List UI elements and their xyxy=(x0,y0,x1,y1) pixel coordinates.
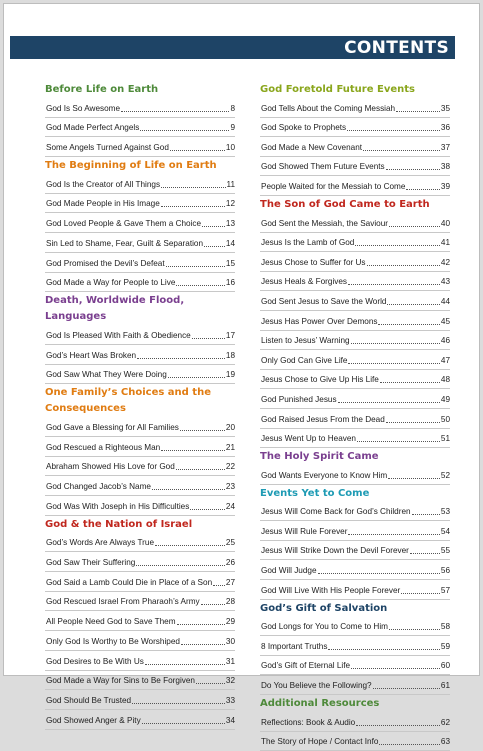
dot-leader xyxy=(168,377,225,378)
dot-leader xyxy=(190,509,225,510)
entry-title: God Will Live With His People Forever xyxy=(261,585,401,595)
entry-title: God Wants Everyone to Know Him xyxy=(261,470,388,480)
entry-page-number: 18 xyxy=(225,350,235,360)
entry-page-number: 55 xyxy=(440,546,450,556)
toc-entry[interactable] xyxy=(45,213,235,233)
entry-title: God’s Heart Was Broken xyxy=(46,350,137,360)
entry-title: 8 Important Truths xyxy=(261,641,328,651)
dot-leader xyxy=(406,189,439,190)
entry-page-number: 61 xyxy=(440,681,450,691)
entry-title: God Said a Lamb Could Die in Place of a Son xyxy=(46,577,213,587)
entry-page-number: 47 xyxy=(440,355,450,365)
toc-entry[interactable] xyxy=(45,476,235,496)
entry-page-number: 25 xyxy=(225,538,235,548)
entry-page-number: 63 xyxy=(440,737,450,747)
entry-title: God Tells About the Coming Messiah xyxy=(261,103,396,113)
toc-entry[interactable] xyxy=(260,580,450,600)
entry-title: God Should Be Trusted xyxy=(46,695,132,705)
section-heading: The Holy Spirit Came xyxy=(260,451,379,463)
entry-page-number: 29 xyxy=(225,617,235,627)
entry-title: Jesus Has Power Over Demons xyxy=(261,316,378,326)
toc-entry[interactable] xyxy=(260,137,450,157)
toc-entry[interactable] xyxy=(260,311,450,331)
entry-title: God’s Words Are Always True xyxy=(46,538,154,548)
toc-entry[interactable] xyxy=(260,176,450,196)
entry-page-number: 59 xyxy=(440,641,450,651)
entry-page-number: 9 xyxy=(230,123,235,133)
dot-leader xyxy=(410,553,440,554)
entry-title: The Story of Hope / Contact Info xyxy=(261,737,379,747)
entry-page-number: 42 xyxy=(440,257,450,267)
entry-title: God Will Judge xyxy=(261,566,317,576)
dot-leader xyxy=(213,585,225,586)
toc-entry[interactable] xyxy=(45,457,235,477)
toc-entry[interactable] xyxy=(45,572,235,592)
dot-leader xyxy=(348,534,439,535)
toc-entry[interactable] xyxy=(260,233,450,253)
dot-leader xyxy=(142,723,225,724)
toc-entry[interactable] xyxy=(45,273,235,293)
entry-page-number: 38 xyxy=(440,162,450,172)
dot-leader xyxy=(357,441,440,442)
entry-title: God Made a Way for Sins to Be Forgiven xyxy=(46,676,195,686)
toc-entry[interactable] xyxy=(260,272,450,292)
entry-page-number: 28 xyxy=(225,597,235,607)
entry-page-number: 43 xyxy=(440,277,450,287)
toc-entry[interactable] xyxy=(45,137,235,157)
entry-title: God Saw What They Were Doing xyxy=(46,370,167,380)
dot-leader xyxy=(181,644,225,645)
dot-leader xyxy=(121,111,229,112)
entry-page-number: 40 xyxy=(440,218,450,228)
toc-entry[interactable] xyxy=(45,194,235,214)
entry-page-number: 31 xyxy=(225,656,235,666)
toc-entry[interactable] xyxy=(45,417,235,437)
entry-title: Jesus Chose to Suffer for Us xyxy=(261,257,366,267)
dot-leader xyxy=(388,478,440,479)
dot-leader xyxy=(379,744,439,745)
toc-entry[interactable] xyxy=(260,656,450,676)
dot-leader xyxy=(155,545,225,546)
toc-entry[interactable] xyxy=(45,671,235,691)
entry-page-number: 17 xyxy=(225,330,235,340)
entry-title: Only God Is Worthy to Be Worshiped xyxy=(46,636,180,646)
entry-title: Reflections: Book & Audio xyxy=(261,717,356,727)
dot-leader xyxy=(318,573,440,574)
dot-leader xyxy=(204,246,225,247)
toc-left-column xyxy=(45,81,235,730)
toc-entry[interactable] xyxy=(260,331,450,351)
dot-leader xyxy=(328,649,439,650)
entry-title: God Sent the Messiah, the Saviour xyxy=(261,218,388,228)
entry-title: God Desires to Be With Us xyxy=(46,656,144,666)
dot-leader xyxy=(145,664,225,665)
entry-page-number: 30 xyxy=(225,636,235,646)
entry-title: Sin Led to Shame, Fear, Guilt & Separation xyxy=(46,238,204,248)
entry-page-number: 13 xyxy=(225,219,235,229)
entry-title: God Sent Jesus to Save the World xyxy=(261,296,387,306)
entry-title: Only God Can Give Life xyxy=(261,355,348,365)
entry-title: God Showed Them Future Events xyxy=(261,162,385,172)
toc-entry[interactable] xyxy=(45,592,235,612)
toc-entry[interactable] xyxy=(260,157,450,177)
entry-title: God Was With Joseph in His Difficulties xyxy=(46,501,190,511)
entry-page-number: 16 xyxy=(225,278,235,288)
section-heading: Death, Worldwide Flood, Languages xyxy=(45,295,185,323)
section-heading: Events Yet to Come xyxy=(260,487,370,499)
toc-entry[interactable] xyxy=(45,325,235,345)
entry-title: God Made a Way for People to Live xyxy=(46,278,176,288)
toc-entry[interactable] xyxy=(260,350,450,370)
entry-title: All People Need God to Save Them xyxy=(46,617,176,627)
entry-page-number: 8 xyxy=(230,103,235,113)
entry-page-number: 49 xyxy=(440,394,450,404)
entry-title: God Made People in His Image xyxy=(46,199,160,209)
entry-title: God Saw Their Suffering xyxy=(46,558,136,568)
toc-entry[interactable] xyxy=(260,370,450,390)
dot-leader xyxy=(396,111,440,112)
entry-page-number: 10 xyxy=(225,143,235,153)
entry-title: Abraham Showed His Love for God xyxy=(46,462,175,472)
entry-title: Some Angels Turned Against God xyxy=(46,143,169,153)
entry-page-number: 37 xyxy=(440,142,450,152)
entry-page-number: 14 xyxy=(225,238,235,248)
entry-page-number: 36 xyxy=(440,123,450,133)
entry-title: God Raised Jesus From the Dead xyxy=(261,414,385,424)
toc-entry[interactable] xyxy=(260,389,450,409)
dot-leader xyxy=(177,624,225,625)
entry-title: God Made a New Covenant xyxy=(261,142,363,152)
toc-entry[interactable] xyxy=(260,675,450,695)
entry-title: God Punished Jesus xyxy=(261,394,337,404)
dot-leader xyxy=(356,725,440,726)
entry-title: God Is Pleased With Faith & Obedience xyxy=(46,330,191,340)
entry-title: God Longs for You to Come to Him xyxy=(261,622,388,632)
toc-entry[interactable] xyxy=(260,732,450,751)
entry-page-number: 62 xyxy=(440,717,450,727)
toc-entry[interactable] xyxy=(260,252,450,272)
dot-leader xyxy=(137,358,225,359)
entry-page-number: 21 xyxy=(225,442,235,452)
entry-page-number: 24 xyxy=(225,501,235,511)
dot-leader xyxy=(373,688,440,689)
entry-title: Jesus Will Strike Down the Devil Forever xyxy=(261,546,409,556)
dot-leader xyxy=(202,226,225,227)
toc-entry[interactable] xyxy=(260,409,450,429)
toc-entry[interactable] xyxy=(260,560,450,580)
section-heading: The Son of God Came to Earth xyxy=(260,198,430,210)
entry-page-number: 20 xyxy=(225,422,235,432)
entry-title: God Spoke to Prophets xyxy=(261,123,347,133)
dot-leader xyxy=(161,206,225,207)
entry-page-number: 39 xyxy=(440,181,450,191)
dot-leader xyxy=(351,668,440,669)
entry-page-number: 48 xyxy=(440,375,450,385)
dot-leader xyxy=(180,430,225,431)
entry-title: Jesus Chose to Give Up His Life xyxy=(261,375,379,385)
toc-entry[interactable] xyxy=(260,291,450,311)
toc-entry[interactable] xyxy=(45,611,235,631)
dot-leader xyxy=(348,284,440,285)
toc-entry[interactable] xyxy=(45,98,235,118)
entry-page-number: 15 xyxy=(225,258,235,268)
dot-leader xyxy=(389,629,440,630)
entry-page-number: 53 xyxy=(440,507,450,517)
entry-page-number: 45 xyxy=(440,316,450,326)
entry-title: God Showed Anger & Pity xyxy=(46,715,141,725)
dot-leader xyxy=(166,266,225,267)
entry-title: God Rescued Israel From Pharaoh’s Army xyxy=(46,597,200,607)
entry-title: God Rescued a Righteous Man xyxy=(46,442,161,452)
toc-entry[interactable] xyxy=(260,541,450,561)
entry-title: God Is the Creator of All Things xyxy=(46,179,161,189)
dot-leader xyxy=(170,150,225,151)
dot-leader xyxy=(387,304,439,305)
dot-leader xyxy=(367,265,440,266)
dot-leader xyxy=(380,382,440,383)
dot-leader xyxy=(412,514,440,515)
entry-title: Jesus Will Come Back for God’s Children xyxy=(261,507,411,517)
toc-entry[interactable] xyxy=(45,651,235,671)
section-heading: God Foretold Future Events xyxy=(260,84,415,95)
dot-leader xyxy=(401,593,440,594)
toc-entry[interactable] xyxy=(45,345,235,365)
entry-title: God Changed Jacob’s Name xyxy=(46,482,151,491)
entry-page-number: 51 xyxy=(440,434,450,444)
entry-page-number: 35 xyxy=(440,103,450,113)
entry-title: Jesus Is the Lamb of God xyxy=(261,238,355,248)
toc-entry[interactable] xyxy=(45,496,235,516)
entry-page-number: 19 xyxy=(225,370,235,380)
entry-page-number: 23 xyxy=(225,482,235,491)
entry-page-number: 54 xyxy=(440,526,450,536)
entry-title: Listen to Jesus’ Warning xyxy=(261,336,350,346)
entry-title: Jesus Heals & Forgives xyxy=(261,277,348,287)
toc-entry[interactable] xyxy=(45,174,235,194)
dot-leader xyxy=(132,703,225,704)
toc-entry[interactable] xyxy=(45,552,235,572)
entry-title: Jesus Went Up to Heaven xyxy=(261,434,356,444)
entry-title: Do You Believe the Following? xyxy=(261,681,372,691)
toc-right-column xyxy=(260,81,450,751)
dot-leader xyxy=(196,683,225,684)
banner-title: CONTENTS xyxy=(344,38,449,58)
section-heading: Additional Resources xyxy=(260,698,380,710)
entry-page-number: 12 xyxy=(225,199,235,209)
dot-leader xyxy=(201,604,225,605)
entry-page-number: 58 xyxy=(440,622,450,632)
entry-page-number: 60 xyxy=(440,661,450,671)
entry-title: God’s Gift of Eternal Life xyxy=(261,661,351,671)
dot-leader xyxy=(355,245,440,246)
dot-leader xyxy=(348,363,439,364)
toc-entry[interactable] xyxy=(45,533,235,553)
toc-entry[interactable] xyxy=(260,465,450,485)
section-heading: God’s Gift of Salvation xyxy=(260,602,388,614)
entry-page-number: 26 xyxy=(225,558,235,568)
section-heading: God & the Nation of Israel xyxy=(45,518,193,530)
entry-page-number: 27 xyxy=(225,577,235,587)
entry-title: Jesus Will Rule Forever xyxy=(261,526,348,536)
entry-page-number: 52 xyxy=(440,470,450,480)
entry-page-number: 34 xyxy=(225,715,235,725)
dot-leader xyxy=(176,285,224,286)
dot-leader xyxy=(136,565,225,566)
dot-leader xyxy=(351,343,440,344)
section-heading: One Family’s Choices and the Consequences xyxy=(45,387,211,415)
dot-leader xyxy=(386,422,440,423)
dot-leader xyxy=(176,469,225,470)
toc-entry[interactable] xyxy=(260,429,450,449)
dot-leader xyxy=(338,402,440,403)
entry-title: God Loved People & Gave Them a Choice xyxy=(46,219,202,229)
entry-page-number: 41 xyxy=(440,238,450,248)
entry-title: God Promised the Devil’s Defeat xyxy=(46,258,165,268)
entry-page-number: 32 xyxy=(225,676,235,686)
entry-page-number: 44 xyxy=(440,296,450,306)
toc-entry[interactable] xyxy=(45,118,235,138)
contents-banner xyxy=(10,36,455,59)
toc-entry[interactable] xyxy=(260,712,450,732)
entry-title: People Waited for the Messiah to Come xyxy=(261,181,406,191)
entry-title: God Made Perfect Angels xyxy=(46,123,140,133)
toc-entry[interactable] xyxy=(45,690,235,710)
section-heading: Before Life on Earth xyxy=(45,84,159,95)
dot-leader xyxy=(363,150,440,151)
entry-page-number: 11 xyxy=(226,179,235,189)
dot-leader xyxy=(140,130,229,131)
dot-leader xyxy=(386,169,440,170)
entry-page-number: 46 xyxy=(440,336,450,346)
toc-entry[interactable] xyxy=(45,710,235,730)
entry-title: God Is So Awesome xyxy=(46,103,121,113)
toc-entry[interactable] xyxy=(45,631,235,651)
toc-entry[interactable] xyxy=(260,502,450,522)
dot-leader xyxy=(161,450,225,451)
toc-entry[interactable] xyxy=(260,617,450,637)
dot-leader xyxy=(152,489,225,490)
toc-entry[interactable] xyxy=(45,233,235,253)
toc-entry[interactable] xyxy=(45,365,235,385)
dot-leader xyxy=(347,130,440,131)
toc-entry[interactable] xyxy=(260,213,450,233)
entry-page-number: 22 xyxy=(225,462,235,472)
toc-entry[interactable] xyxy=(260,118,450,138)
dot-leader xyxy=(378,324,439,325)
section-heading: The Beginning of Life on Earth xyxy=(45,160,217,172)
toc-entry[interactable] xyxy=(260,98,450,118)
dot-leader xyxy=(161,187,225,188)
entry-page-number: 56 xyxy=(440,566,450,576)
toc-entry[interactable] xyxy=(45,253,235,273)
entry-page-number: 50 xyxy=(440,414,450,424)
entry-title: God Gave a Blessing for All Families xyxy=(46,422,179,432)
toc-entry[interactable] xyxy=(260,636,450,656)
dot-leader xyxy=(389,226,440,227)
toc-entry[interactable] xyxy=(260,521,450,541)
entry-page-number: 33 xyxy=(225,695,235,705)
dot-leader xyxy=(192,338,225,339)
toc-entry[interactable] xyxy=(45,437,235,457)
entry-page-number: 57 xyxy=(440,585,450,595)
